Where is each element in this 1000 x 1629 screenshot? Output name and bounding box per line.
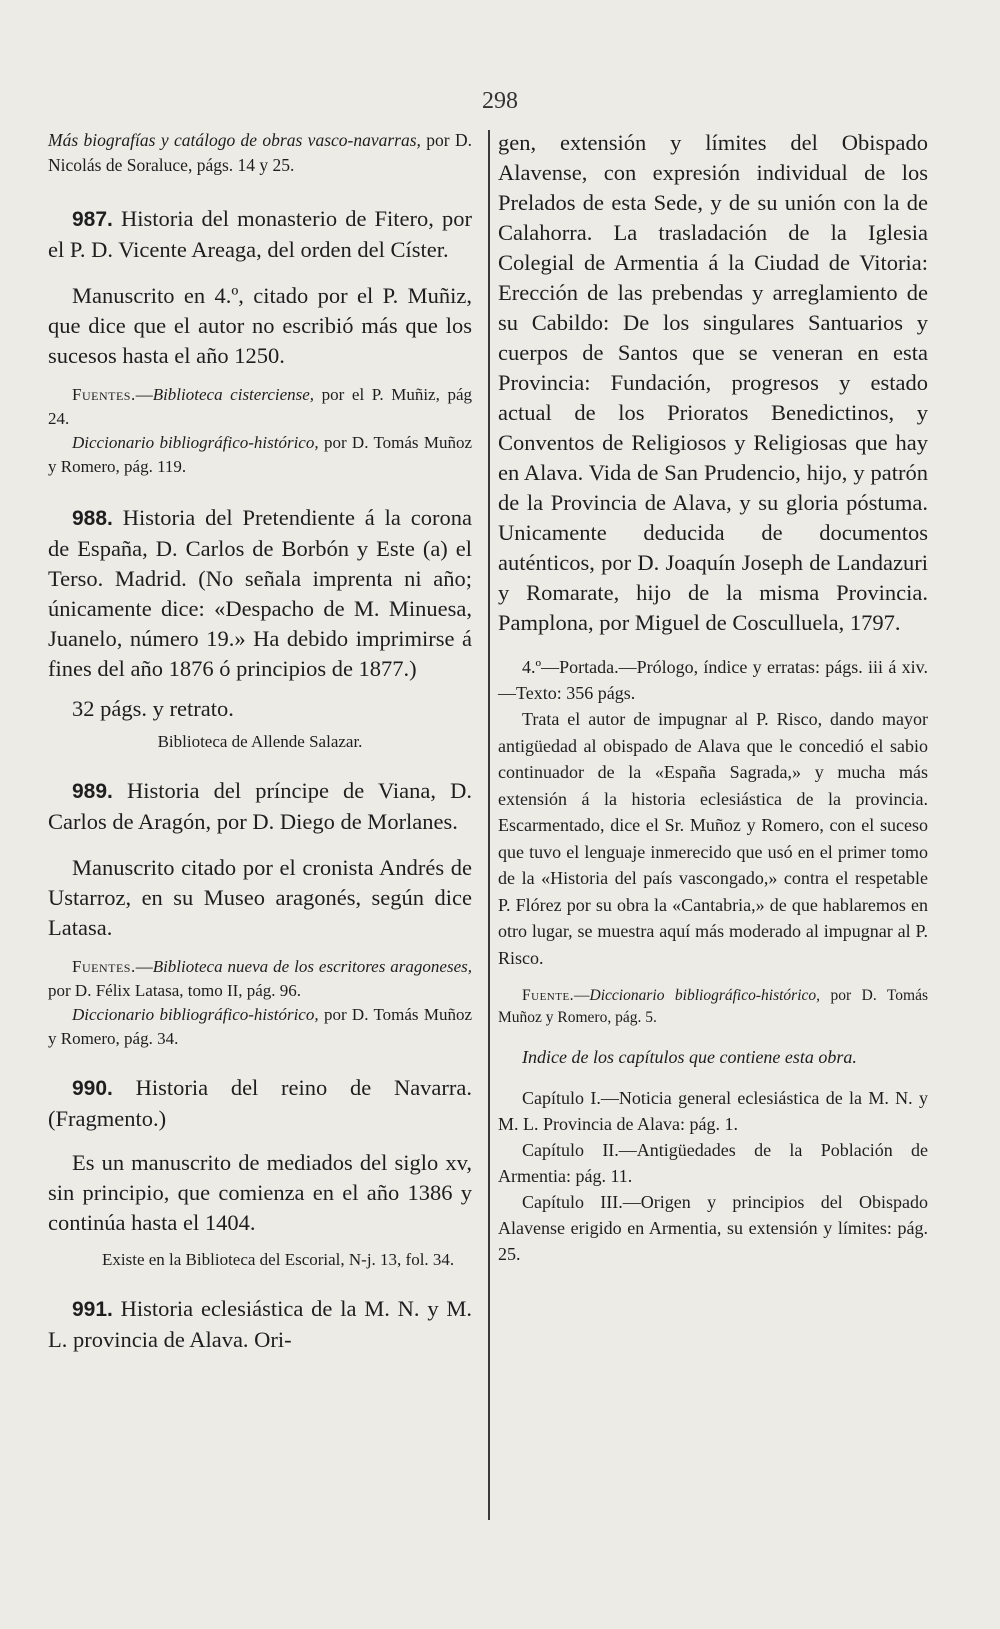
page-number: 298 bbox=[482, 88, 518, 114]
entry-990-title bbox=[48, 1073, 472, 1134]
entry-989-text: Historia del príncipe de Viana, D. Carlos de Aragón, por D. Diego de Morlanes. bbox=[48, 778, 472, 834]
entry-989-description: Manuscrito citado por el cronista Andrés de Ustarroz, en su Museo aragonés, según dice Latasa. bbox=[48, 855, 472, 940]
source-rest: por D. Félix Latasa, tomo II, pág. 96. bbox=[48, 981, 302, 1000]
entry-991-continuation: gen, extensión y límites del Obispado Alavense, con expresión individual de los Prelados de esta Sede, y de su unión con la de Calahorra. La trasladación de la Iglesia Colegial de Armentia á la Ciudad de Vitoria: Erección de las prebendas y arreglamiento de su Cabildo: De los singulares Santuarios y cuerpos de Santos que se veneran en esta Provincia: Fundación, progresos y estado actual de los Prioratos Benedictinos, y Conventos de Religiosos y Religiosas que hay en Alava. Vida de San Prudencio, hijo, y patrón de la Provincia de Alava, y su gloria póstuma. Unicamente deducida de documentos auténticos, por D. Joaquín Joseph de Landazuri y Romarate, hijo de la misma Provincia. Pamplona, por Miguel de Cosculluela, 1797. bbox=[498, 130, 928, 635]
entry-990-number: 990. bbox=[72, 1077, 113, 1100]
intro-title: Más biografías y catálogo de obras vasco-navarras, bbox=[48, 130, 421, 150]
intro-reference bbox=[48, 128, 472, 178]
entry-991-number: 991. bbox=[72, 1298, 113, 1321]
entry-991 bbox=[48, 1294, 472, 1355]
column-divider bbox=[488, 130, 490, 1520]
source-title: Diccionario bibliográfico-histórico, bbox=[72, 433, 319, 452]
entry-989-title bbox=[48, 776, 472, 837]
source-rest: por D. Tomás Muñoz y Romero, pág. 119. bbox=[48, 433, 473, 476]
entry-990-description: Es un manuscrito de mediados del siglo xv, sin principio, que comienza en el año 1386 y continúa hasta el 1404. bbox=[48, 1150, 472, 1235]
source-rest: por D. Tomás Muñoz y Romero, pág. 34. bbox=[48, 1005, 473, 1048]
right-column bbox=[498, 128, 928, 1267]
entry-988-description: 32 págs. y retrato. bbox=[72, 696, 234, 721]
entry-987-source-1: Fuentes.—Biblioteca cisterciense, por el P. Muñiz, pág 24. bbox=[48, 385, 473, 428]
chapter-list bbox=[498, 1085, 928, 1267]
entry-990 bbox=[48, 1073, 472, 1272]
entry-991-description: 4.º—Portada.—Prólogo, índice y erratas: págs. iii á xiv.—Texto: 356 págs. bbox=[498, 657, 928, 703]
entry-987-source-2 bbox=[48, 431, 472, 479]
entry-991-commentary: Trata el autor de impugnar al P. Risco, dando mayor antigüedad al obispado de Alava que le concedió el sabio continuador de la «España Sagrada,» y mucha más extensión á la historia eclesiástica de la provincia. Escarmentado, dice el Sr. Muñoz y Romero, con el suceso que tuvo el lenguaje inmerecido que usó en el primer tomo de la «Historia del país vascongado,» contra el respetable P. Flórez por su obra la «Cantabria,» de que hablaremos en otro lugar, se muestra aquí más moderado al impugnar al P. Risco. bbox=[498, 709, 928, 968]
entry-991-title bbox=[48, 1294, 472, 1355]
source-title: Diccionario bibliográfico-histórico, bbox=[72, 1005, 319, 1024]
entry-987-number: 987. bbox=[72, 208, 113, 231]
sources-label: Fuentes. bbox=[72, 957, 136, 976]
entry-988-number: 988. bbox=[72, 507, 113, 530]
source-rest: por el P. Muñiz, pág 24. bbox=[48, 385, 473, 428]
entry-988-title bbox=[48, 503, 472, 684]
entry-987 bbox=[48, 204, 472, 479]
entry-989-source-2 bbox=[48, 1003, 472, 1051]
source-title: Biblioteca cisterciense, bbox=[152, 385, 315, 404]
entry-987-text: Historia del monasterio de Fitero, por el P. D. Vicente Areaga, del orden del Císter. bbox=[48, 206, 472, 262]
chapter-index-title: Indice de los capítulos que contiene esta obra. bbox=[522, 1047, 857, 1067]
entry-989-source-1: Fuentes.—Biblioteca nueva de los escritores aragoneses, por D. Félix Latasa, tomo II, pág. 96. bbox=[48, 957, 472, 1000]
entry-990-text: Historia del reino de Navarra. (Fragmento.) bbox=[48, 1075, 473, 1131]
entry-988-location: Biblioteca de Allende Salazar. bbox=[157, 732, 363, 751]
entry-989-number: 989. bbox=[72, 780, 113, 803]
entry-990-location: Existe en la Biblioteca del Escorial, N-j. 13, fol. 34. bbox=[102, 1250, 455, 1269]
chapter-item: Capítulo III.—Origen y principios del Obispado Alavense erigido en Armentia, su extensión y límites: pág. 25. bbox=[498, 1192, 928, 1264]
chapter-item: Capítulo I.—Noticia general eclesiástica de la M. N. y M. L. Provincia de Alava: pág. 1. bbox=[498, 1088, 928, 1134]
entry-988-text: Historia del Pretendiente á la corona de España, D. Carlos de Borbón y Este (a) el Terso. Madrid. (No señala imprenta ni año; únicamente dice: «Despacho de M. Minuesa, Juanelo, número 19.» Ha debido imprimirse á fines del año 1876 ó principios de 1877.) bbox=[48, 505, 472, 681]
sources-label: Fuentes. bbox=[72, 385, 136, 404]
left-column bbox=[48, 128, 472, 1355]
entry-991-text: Historia eclesiástica de la M. N. y M. L. provincia de Alava. Ori- bbox=[48, 1296, 472, 1352]
source-title: Biblioteca nueva de los escritores aragoneses, bbox=[152, 957, 472, 976]
entry-988 bbox=[48, 503, 472, 754]
entry-987-title bbox=[48, 204, 472, 265]
source-rest: por D. Tomás Muñoz y Romero, pág. 5. bbox=[498, 987, 929, 1026]
chapter-item: Capítulo II.—Antigüedades de la Población de Armentia: pág. 11. bbox=[498, 1140, 928, 1186]
source-label: Fuente. bbox=[522, 987, 575, 1004]
entry-991-source: Fuente.—Diccionario bibliográfico-histórico, por D. Tomás Muñoz y Romero, pág. 5. bbox=[498, 987, 929, 1026]
source-title: Diccionario bibliográfico-histórico, bbox=[589, 987, 821, 1004]
entry-989 bbox=[48, 776, 472, 1051]
intro-text: por D. Nicolás de Soraluce, págs. 14 y 25. bbox=[48, 130, 473, 175]
entry-987-description: Manuscrito en 4.º, citado por el P. Muñiz, que dice que el autor no escribió más que los sucesos hasta el año 1250. bbox=[48, 283, 472, 368]
